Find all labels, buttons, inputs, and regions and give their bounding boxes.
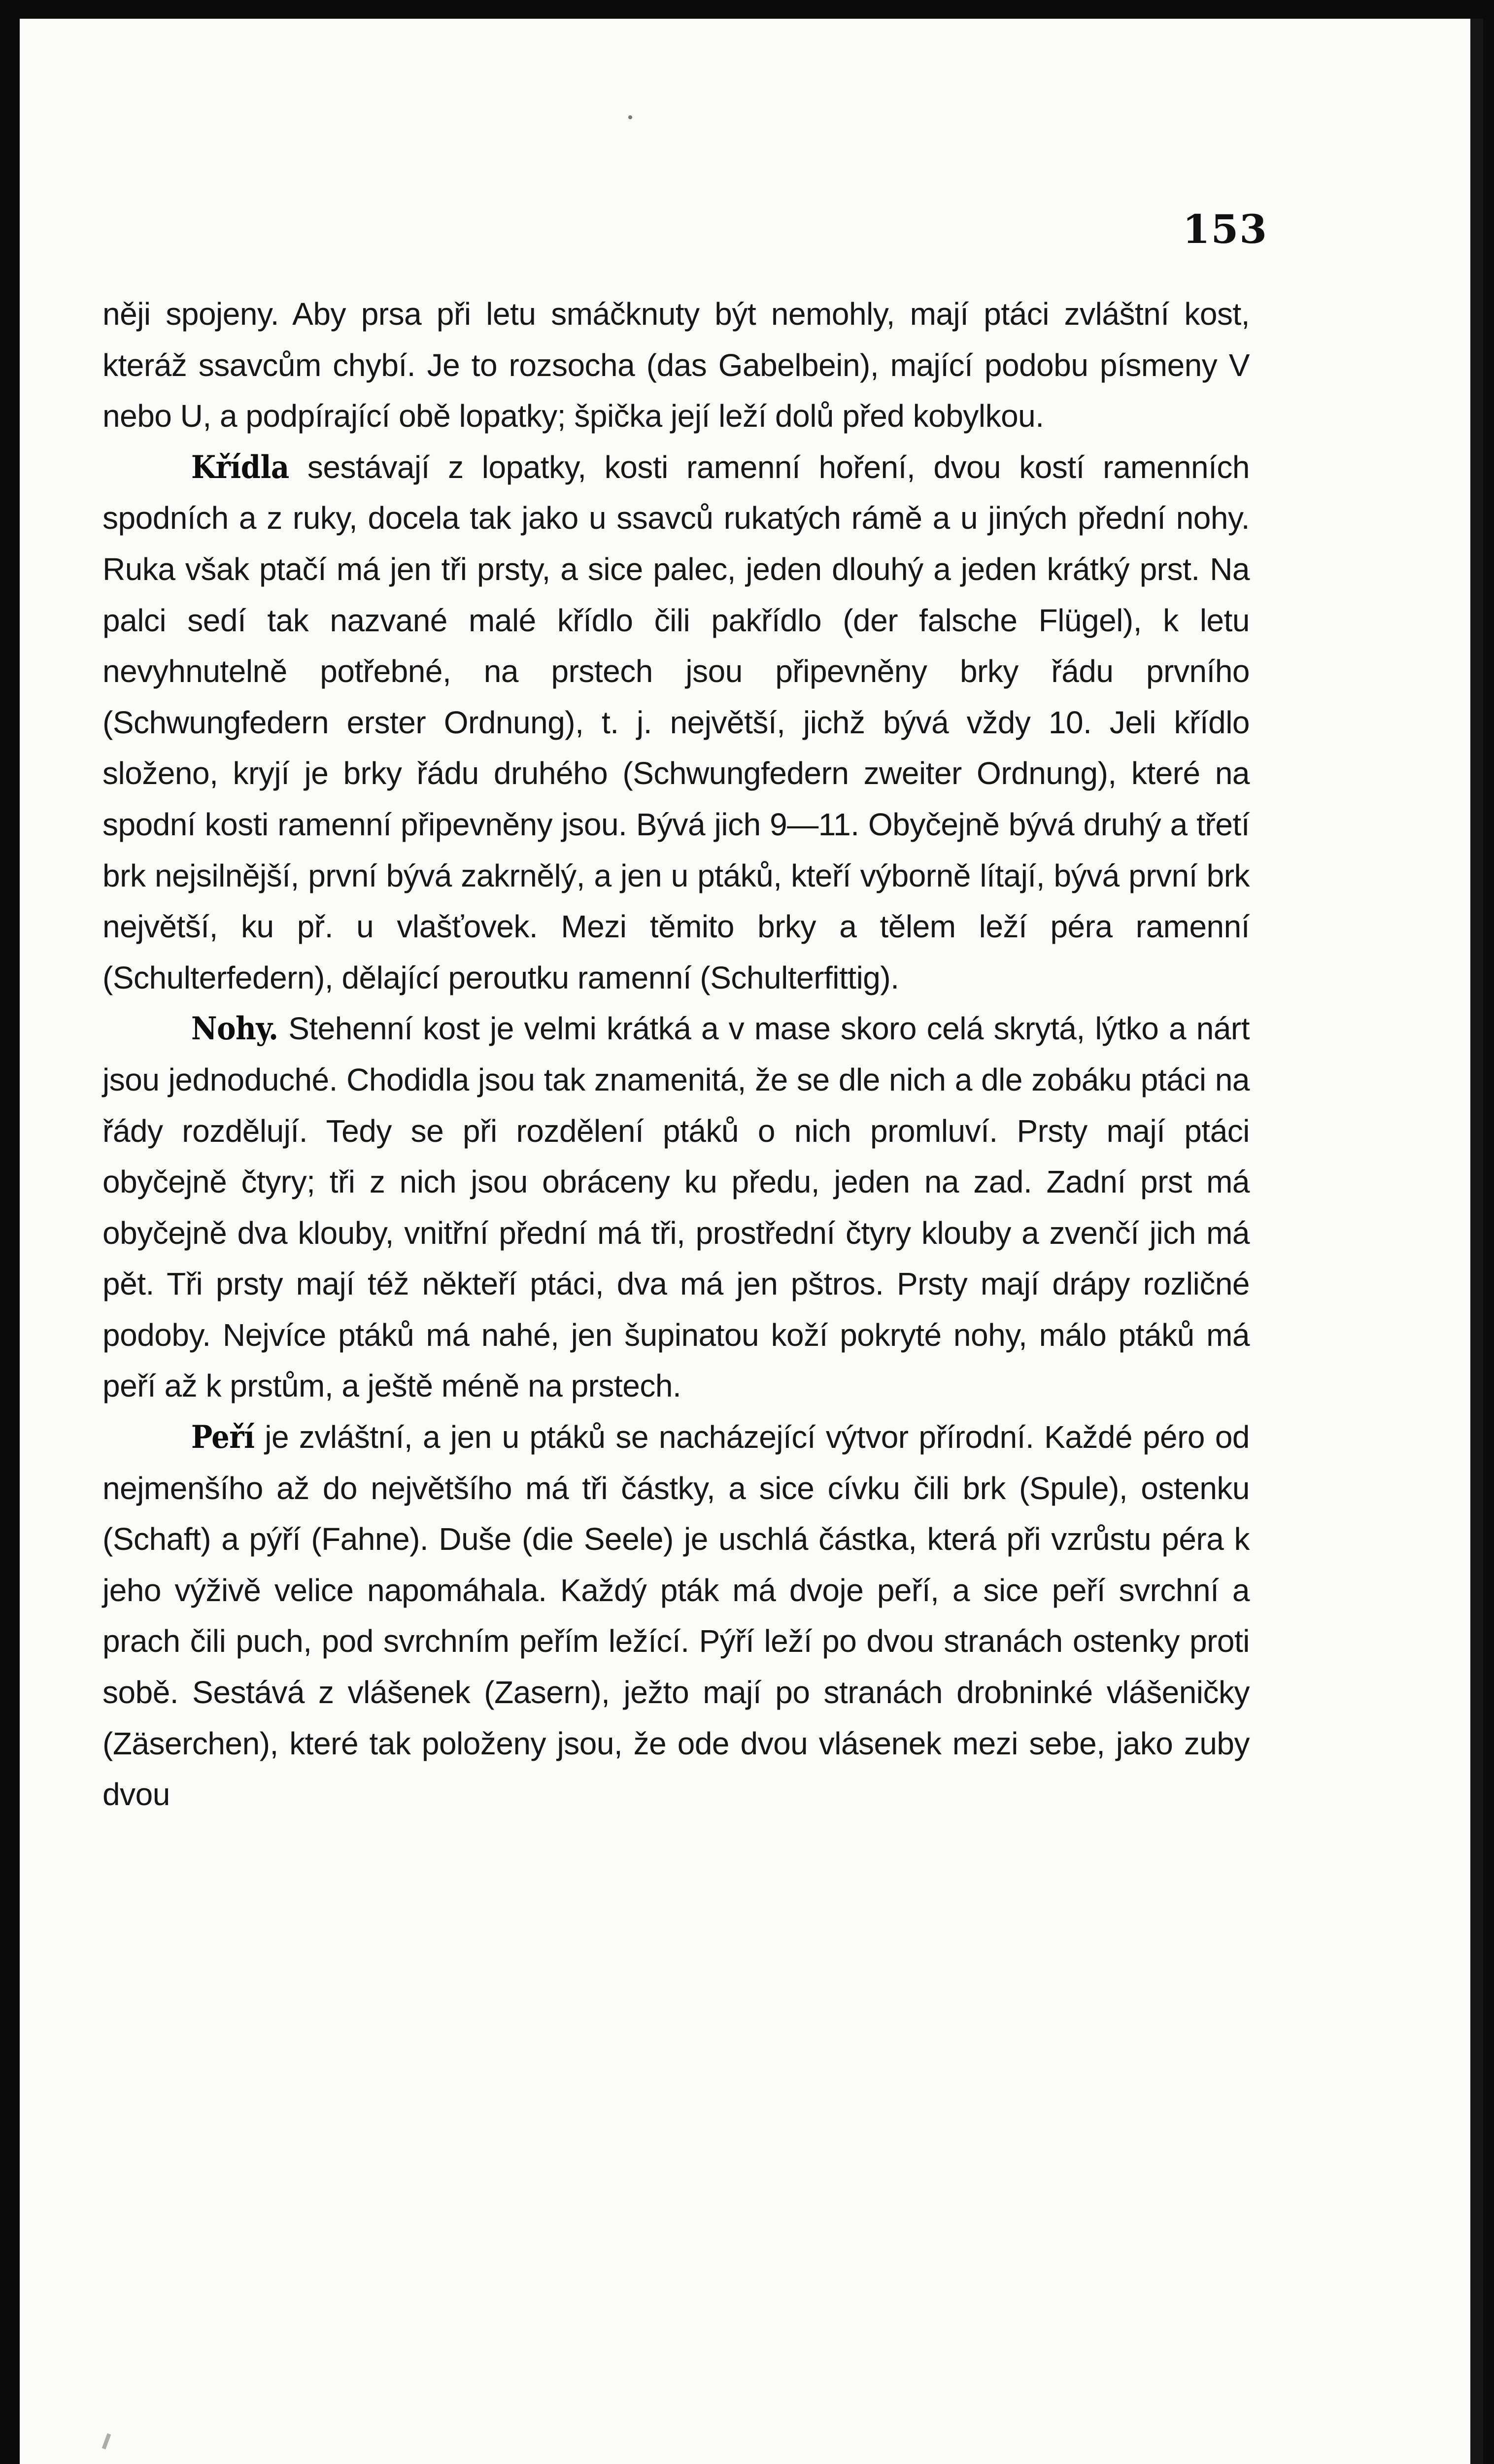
paragraph-text: něji spojeny. Aby prsa při letu smáčknuty být nemohly, mají ptáci zvláštní kost, kteráž ssavcům chybí. Je to rozsocha (das Gabelbein), mající podobu písmeny V nebo U, a podpírající obě lopatky; špička její leží dolů před kobylkou.: [102, 296, 1250, 434]
book-page: [20, 19, 1483, 2464]
page-number: 153: [1183, 206, 1268, 252]
dust-speck: [628, 115, 632, 119]
section-heading-wings: Křídla: [191, 448, 289, 486]
paragraph-feathers: [102, 1412, 1250, 1820]
section-heading-feathers: Peří: [191, 1419, 255, 1456]
pencil-mark: [102, 2433, 111, 2450]
paragraph-text: je zvláštní, a jen u ptáků se nacházející výtvor přírodní. Každé péro od nejmenšího až do největšího má tři částky, a sice cívku čili brk (Spule), ostenku (Schaft) a pýří (Fahne). Duše (die Seele) je uschlá částka, která při vzrůstu péra k jeho výživě velice napomáhala. Každý pták má dvoje peří, a sice peří svrchní a prach čili puch, pod svrchním peřím ležící. Pýří leží po dvou stranách ostenky proti sobě. Sestává z vlášenek (Zasern), ježto mají po stranách drobninké vlášeničky (Zäserchen), které tak položeny jsou, že ode dvou vlásenek mezi sebe, jako zuby dvou: [102, 1419, 1250, 1813]
paragraph-legs: [102, 1003, 1250, 1412]
body-text: [102, 289, 1250, 1820]
page-gutter-shadow: [1470, 19, 1483, 2464]
paragraph-sternum: [102, 289, 1250, 442]
paragraph-text: sestávají z lopatky, kosti ramenní hoření, dvou kostí ramenních spodních a z ruky, docela tak jako u ssavců rukatých rámě a u jiných přední nohy. Ruka však ptačí má jen tři prsty, a sice palec, jeden dlouhý a jeden krátký prst. Na palci sedí tak nazvané malé křídlo čili pakřídlo (der falsche Flügel), k letu nevyhnutelně potřebné, na prstech jsou připevněny brky řádu prvního (Schwungfedern erster Ordnung), t. j. největší, jichž bývá vždy 10. Jeli křídlo složeno, kryjí je brky řádu druhého (Schwungfedern zweiter Ordnung), které na spodní kosti ramenní připevněny jsou. Bývá jich 9—11. Obyčejně bývá druhý a třetí brk nejsilnější, první bývá zakrnělý, a jen u ptáků, kteří výborně lítají, bývá první brk největší, ku př. u vlašťovek. Mezi těmito brky a tělem leží péra ramenní (Schulterfedern), dělající peroutku ramenní (Schulterfittig).: [102, 449, 1250, 995]
section-heading-legs: Nohy.: [191, 1010, 278, 1048]
paragraph-wings: [102, 442, 1250, 1004]
paragraph-text: Stehenní kost je velmi krátká a v mase skoro celá skrytá, lýtko a nárt jsou jednoduché. Chodidla jsou tak znamenitá, že se dle nich a dle zobáku ptáci na řády rozdělují. Tedy se při rozdělení ptáků o nich promluví. Prsty mají ptáci obyčejně čtyry; tři z nich jsou obráceny ku předu, jeden na zad. Zadní prst má obyčejně dva klouby, vnitřní přední má tři, prostřední čtyry klouby a zvenčí jich má pět. Tři prsty mají též někteří ptáci, dva má jen pštros. Prsty mají drápy rozličné podoby. Nejvíce ptáků má nahé, jen šupinatou koží pokryté nohy, málo ptáků má peří až k prstům, a ještě méně na prstech.: [102, 1011, 1250, 1404]
